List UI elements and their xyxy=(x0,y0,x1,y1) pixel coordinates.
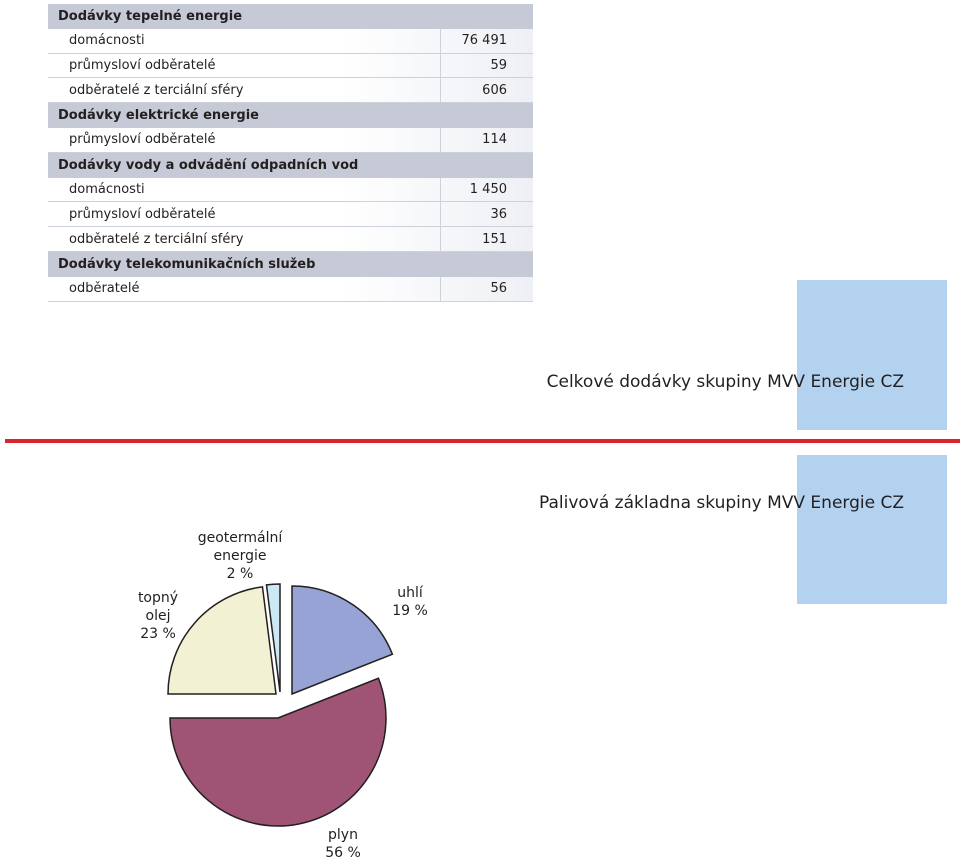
row-value: 59 xyxy=(490,57,507,73)
pie-slice-0 xyxy=(292,586,392,694)
pie-slice-1 xyxy=(170,678,386,826)
table-section-header: Dodávky tepelné energie xyxy=(48,4,533,29)
pie-label-3: geotermální energie 2 % xyxy=(197,530,283,582)
row-label: odběratelé z terciální sféry xyxy=(48,78,441,102)
row-label: domácnosti xyxy=(48,29,441,53)
table-section-header: Dodávky vody a odvádění odpadních vod xyxy=(48,153,533,178)
row-value: 36 xyxy=(490,206,507,222)
total-deliveries-heading: Celkové dodávky skupiny MVV Energie CZ xyxy=(546,372,904,392)
row-label: průmysloví odběratelé xyxy=(48,202,441,226)
pie-label-2: topný olej 23 % xyxy=(137,590,179,642)
row-label: domácnosti xyxy=(48,178,441,202)
row-value: 1 450 xyxy=(469,181,507,197)
row-value: 151 xyxy=(482,231,507,247)
row-label: průmysloví odběratelé xyxy=(48,128,441,152)
pie-label-1: plyn 56 % xyxy=(325,827,361,861)
row-value: 606 xyxy=(482,82,507,98)
row-label: průmysloví odběratelé xyxy=(48,54,441,78)
table-section-header: Dodávky telekomunikačních služeb xyxy=(48,252,533,277)
row-value: 56 xyxy=(490,281,507,297)
pie-label-0: uhlí 19 % xyxy=(392,585,428,619)
row-label: odběratelé xyxy=(48,277,441,301)
row-label: odběratelé z terciální sféry xyxy=(48,227,441,251)
row-value: 76 491 xyxy=(461,33,507,49)
table-section-header: Dodávky elektrické energie xyxy=(48,103,533,128)
row-value: 114 xyxy=(482,132,507,148)
fuel-base-heading: Palivová základna skupiny MVV Energie CZ xyxy=(538,493,904,513)
